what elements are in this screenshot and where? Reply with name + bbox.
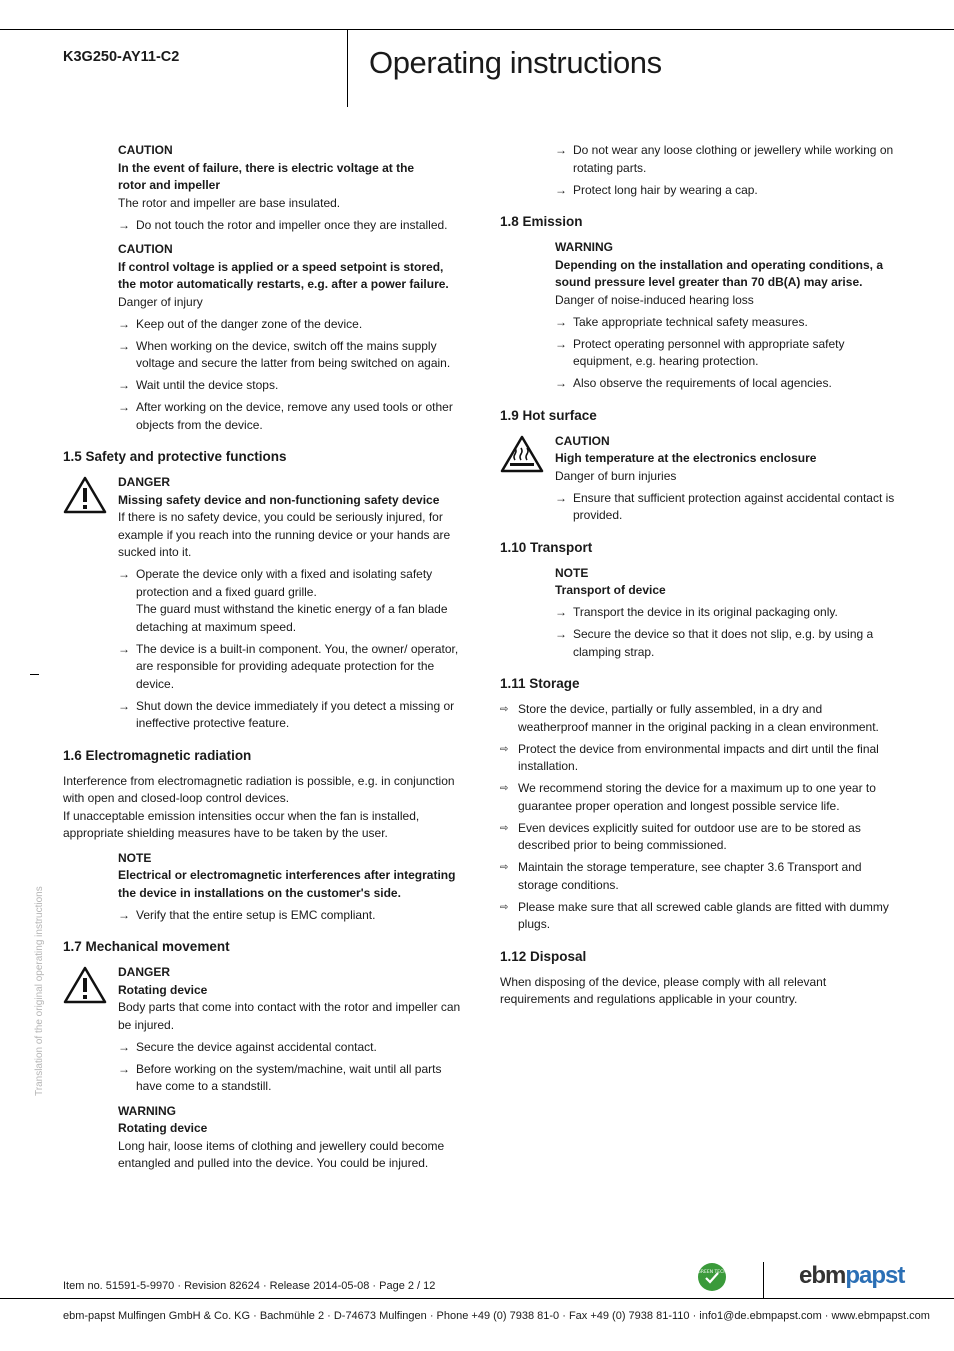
arrow-icon: ⇨ [500, 743, 509, 755]
header-rule [0, 29, 954, 30]
list-item: → Operate the device only with a fixed and isolating safety protection and a fixed guard grille. The guard must withstand the kinetic energy of a fan blade detaching at maximum speed. [118, 567, 448, 634]
list-item: → When working on the device, switch off the mains supply voltage and secure the latter from being switched on again. [118, 338, 451, 370]
left-column [63, 142, 463, 1173]
hazard-text: Danger of injury [118, 294, 203, 309]
hazard-text: The rotor and impeller are base insulated. [118, 195, 341, 210]
paragraph: If unacceptable emission intensities occur when the fan is installed, appropriate shielding measures have to be taken by the user. [63, 808, 420, 840]
list-item: → Take appropriate technical safety measures. [555, 314, 895, 332]
list-item: ⇨ Protect the device from environmental impacts and dirt until the final installation. [500, 741, 879, 773]
caution-block-hot-surface [500, 433, 895, 525]
arrow-icon: → [555, 605, 567, 619]
list-item: → Keep out of the danger zone of the device. [118, 316, 463, 334]
header-divider [347, 29, 348, 107]
arrow-icon: → [118, 698, 130, 713]
model-number: K3G250-AY11-C2 [63, 49, 180, 65]
section-heading: 1.7 Mechanical movement [63, 939, 230, 954]
hazard-text: Danger of noise-induced hearing loss [555, 292, 754, 307]
list-item: → Transport the device in its original packaging only. [555, 604, 895, 622]
list-item: → Protect operating personnel with appropriate safety equipment, e.g. hearing protection. [555, 336, 845, 368]
arrow-icon: → [118, 641, 130, 656]
arrow-icon: ⇨ [500, 862, 509, 873]
arrow-icon: → [555, 627, 567, 641]
hazard-text: Body parts that come into contact with the rotor and impeller can be injured. [118, 1000, 461, 1032]
arrow-icon: → [555, 314, 567, 329]
arrow-icon: → [118, 316, 130, 331]
signal-word: DANGER [118, 475, 171, 489]
arrow-icon: → [118, 1061, 130, 1076]
list-item: → Verify that the entire setup is EMC compliant. [118, 907, 463, 925]
danger-block-safety [63, 474, 463, 733]
list-item: → Wait until the device stops. [118, 377, 463, 395]
signal-word: CAUTION [118, 143, 173, 157]
hazard-headline: Transport of device [555, 583, 666, 597]
hazard-headline: rotor and impeller [118, 178, 221, 192]
arrow-icon: → [555, 182, 567, 197]
list-item: ⇨ Even devices explicitly suited for outdoor use are to be stored as described prior to being commissioned. [500, 820, 861, 852]
arrow-icon: ⇨ [500, 783, 509, 794]
warning-triangle-icon [63, 966, 107, 1004]
hazard-text: If there is no safety device, you could be seriously injured, for example if you reach into the running device or your hands are sucked into it. [118, 510, 451, 559]
danger-block-rotating [63, 964, 463, 1173]
hazard-headline: Electrical or electromagnetic interferences after integrating the device in installations on the customer's side. [118, 868, 456, 900]
section-heading: 1.9 Hot surface [500, 407, 597, 423]
signal-word: CAUTION [118, 242, 173, 256]
list-item: → After working on the device, remove any used tools or other objects from the device. [118, 400, 453, 432]
hazard-text: Danger of burn injuries [555, 468, 677, 483]
section-heading: 1.5 Safety and protective functions [63, 449, 287, 464]
list-item: → Before working on the system/machine, wait until all parts have come to a standstill. [118, 1061, 442, 1093]
list-item: ⇨ We recommend storing the device for a maximum up to one year to guarantee proper operation and longest possible service life. [500, 781, 876, 813]
list-item: → Protect long hair by wearing a cap. [555, 182, 895, 200]
logo-divider [763, 1262, 764, 1298]
hazard-headline: Missing safety device and non-functioning safety device [118, 492, 440, 507]
list-item: → Secure the device against accidental contact. [118, 1039, 463, 1057]
signal-word: CAUTION [555, 433, 610, 448]
arrow-icon: → [555, 143, 567, 157]
signal-word: WARNING [555, 240, 613, 254]
hazard-headline: If control voltage is applied or a speed setpoint is stored, [118, 259, 444, 274]
arrow-icon: → [118, 567, 130, 581]
arrow-icon: → [555, 376, 567, 390]
warning-block-emission [500, 239, 895, 393]
continued-items [500, 142, 895, 199]
arrow-icon: → [555, 336, 567, 351]
hazard-headline: Rotating device [118, 982, 208, 997]
list-item: → Secure the device so that it does not slip, e.g. by using a clamping strap. [555, 627, 874, 659]
arrow-icon: ⇨ [500, 901, 509, 913]
list-item: → Also observe the requirements of local agencies. [555, 375, 895, 393]
section-heading: 1.12 Disposal [500, 948, 587, 964]
arrow-icon: → [118, 338, 130, 353]
list-item: ⇨ Please make sure that all screwed cable glands are fitted with dummy plugs. [500, 899, 889, 931]
hazard-text: Long hair, loose items of clothing and jewellery could become entangled and pulled into the device. You could be injured. [118, 1138, 445, 1170]
caution-block-restart [63, 241, 463, 434]
caution-block-voltage [63, 142, 463, 234]
list-item: → Do not touch the rotor and impeller once they are installed. [118, 217, 463, 235]
signal-word: WARNING [118, 1103, 176, 1118]
arrow-icon: ⇨ [500, 704, 509, 715]
section-heading: 1.11 Storage [500, 676, 580, 691]
signal-word: DANGER [118, 965, 171, 979]
signal-word: NOTE [555, 565, 589, 580]
green-tech-badge-icon [697, 1262, 727, 1292]
warning-triangle-icon [63, 476, 107, 514]
arrow-icon: → [118, 1039, 130, 1054]
list-item: ⇨ Store the device, partially or fully assembled, in a dry and weatherproof manner in the original packing in a clean environment. [500, 702, 879, 734]
arrow-icon: → [118, 907, 130, 922]
page-title: Operating instructions [369, 45, 662, 80]
paragraph: Interference from electromagnetic radiation is possible, e.g. in conjunction with open and closed-loop control devices. [63, 773, 455, 805]
section-heading: 1.6 Electromagnetic radiation [63, 747, 252, 763]
badge-label: GREEN TECH [697, 1270, 727, 1275]
signal-word: NOTE [118, 850, 152, 865]
section-heading: 1.10 Transport [500, 539, 593, 555]
arrow-icon: → [555, 490, 567, 505]
arrow-icon: → [118, 400, 130, 414]
list-item: → Ensure that sufficient protection against accidental contact is provided. [555, 490, 895, 522]
hazard-headline: Depending on the installation and operating conditions, a sound pressure level greater than 70 dB(A) may arise. [555, 257, 884, 289]
note-block-transport [500, 565, 895, 662]
arrow-icon: → [118, 217, 130, 232]
list-item: → Shut down the device immediately if you detect a missing or ineffective protective feature. [118, 698, 455, 730]
list-item: → The device is a built-in component. You, the owner/ operator, are responsible for providing adequate protection for the device. [118, 641, 459, 691]
list-item: ⇨ Maintain the storage temperature, see chapter 3.6 Transport and storage conditions. [500, 860, 862, 892]
hot-surface-icon [500, 435, 544, 473]
side-translation-note: Translation of the original operating instructions [34, 886, 45, 1096]
footer-rule [0, 1298, 954, 1299]
section-heading: 1.8 Emission [500, 214, 583, 229]
arrow-icon: ⇨ [500, 822, 509, 834]
list-item: → Do not wear any loose clothing or jewellery while working on rotating parts. [555, 143, 894, 175]
arrow-icon: → [118, 378, 130, 392]
hazard-headline: High temperature at the electronics enclosure [555, 451, 817, 465]
ebmpapst-logo: ebmpapst [799, 1262, 905, 1289]
hazard-headline: the motor automatically restarts, e.g. after a power failure. [118, 277, 449, 291]
note-block-emc [63, 850, 463, 925]
storage-list [500, 701, 895, 934]
right-column [500, 142, 895, 1009]
margin-fold-mark [30, 674, 39, 675]
item-number-line: Item no. 51591-5-9970 · Revision 82624 · Release 2014-05-08 · Page 2 / 12 [63, 1280, 436, 1292]
hazard-headline: In the event of failure, there is electric voltage at the [118, 160, 415, 175]
hazard-headline: Rotating device [118, 1121, 208, 1135]
paragraph: When disposing of the device, please comply with all relevant requirements and regulations applicable in your country. [500, 974, 827, 1006]
company-address: ebm-papst Mulfingen GmbH & Co. KG · Bachmühle 2 · D-74673 Mulfingen · Phone +49 (0) 7938 81-0 · Fax +49 (0) 7938 81-110 · info1@de.ebmpapst.com · www.ebmpapst.com [63, 1310, 930, 1322]
